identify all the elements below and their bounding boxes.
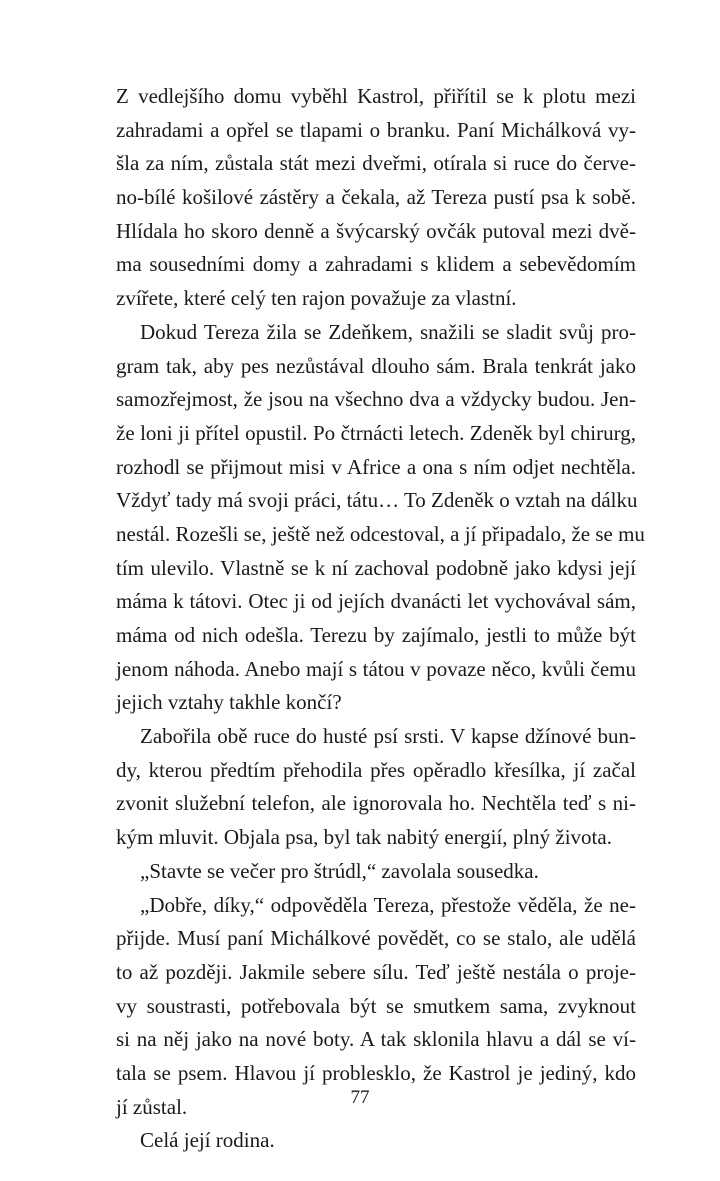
text-line: Hlídala ho skoro denně a švýcarský ovčák putoval mezi dvě-	[116, 218, 636, 243]
paragraph	[116, 316, 645, 720]
text-line: si na něj jako na nové boty. A tak sklonila hlavu a dál se ví-	[116, 1027, 636, 1052]
text-line: tím ulevilo. Vlastně se k ní zachoval podobně jako kdysi její	[116, 555, 636, 580]
text-line: Zabořila obě ruce do husté psí srsti. V kapse džínové bun-	[140, 724, 636, 749]
text-line: nestál. Rozešli se, ještě než odcestoval, a jí připadalo, že se mu	[116, 521, 645, 546]
text-line: máma od nich odešla. Terezu by zajímalo, jestli to může být	[116, 623, 636, 647]
text-line: zvířete, které celý ten rajon považuje za vlastní.	[116, 286, 517, 311]
text-line: samozřejmost, že jsou na všechno dva a vždycky budou. Jen-	[116, 387, 636, 412]
text-line: tala se psem. Hlavou jí problesklo, že Kastrol je jediný, kdo	[116, 1060, 636, 1085]
text-line: dy, kterou předtím přehodila přes opěradlo křesílka, jí začal	[116, 757, 636, 782]
text-line: ma sousedními domy a zahradami s klidem a sebevědomím	[116, 252, 636, 277]
text-line: jí zůstal.	[116, 1094, 188, 1119]
text-line: jejich vztahy takhle končí?	[116, 690, 342, 715]
text-line: Dokud Tereza žila se Zdeňkem, snažili se sladit svůj pro-	[140, 319, 636, 344]
text-line: „Dobře, díky,“ odpověděla Tereza, přestože věděla, že ne-	[140, 892, 636, 917]
paragraph	[116, 80, 636, 316]
paragraph	[116, 720, 636, 855]
text-line: Celá její rodina.	[140, 1128, 275, 1153]
text-line: Z vedlejšího domu vyběhl Kastrol, přiřítil se k plotu mezi	[116, 84, 636, 108]
text-line: jenom náhoda. Anebo mají s tátou v povaze něco, kvůli čemu	[116, 656, 636, 681]
page-number: 77	[350, 1087, 370, 1108]
text-line: zvonit služební telefon, ale ignorovala ho. Nechtěla teď s ni-	[116, 791, 636, 816]
paragraph	[116, 1124, 636, 1158]
text-line: šla za ním, zůstala stát mezi dveřmi, otírala si ruce do červe-	[116, 151, 636, 176]
text-line: že loni ji přítel opustil. Po čtrnácti letech. Zdeněk byl chirurg,	[116, 420, 636, 445]
paragraph	[116, 855, 636, 889]
text-line: vy soustrasti, potřebovala být se smutkem sama, zvyknout	[116, 993, 636, 1018]
text-line: rozhodl se přijmout misi v Africe a ona s ním odjet nechtěla.	[116, 454, 636, 479]
text-line: Vždyť tady má svoji práci, tátu… To Zdeněk o vztah na dálku	[116, 488, 638, 513]
text-line: gram tak, aby pes nezůstával dlouho sám. Brala tenkrát jako	[116, 353, 636, 378]
text-line: „Stavte se večer pro štrúdl,“ zavolala sousedka.	[140, 858, 539, 883]
text-line: zahradami a opřel se tlapami o branku. Paní Michálková vy-	[116, 117, 636, 142]
text-line: no-bílé košilové zástěry a čekala, až Tereza pustí psa k sobě.	[116, 185, 636, 210]
text-line: to až později. Jakmile sebere sílu. Teď ještě nestála o proje-	[116, 959, 636, 984]
text-line: máma k tátovi. Otec ji od jejích dvanácti let vychovával sám,	[116, 589, 636, 614]
text-line: kým mluvit. Objala psa, byl tak nabitý energií, plný života.	[116, 825, 612, 850]
text-line: přijde. Musí paní Michálkové povědět, co se stalo, ale udělá	[116, 926, 636, 951]
body-text	[116, 80, 645, 1158]
